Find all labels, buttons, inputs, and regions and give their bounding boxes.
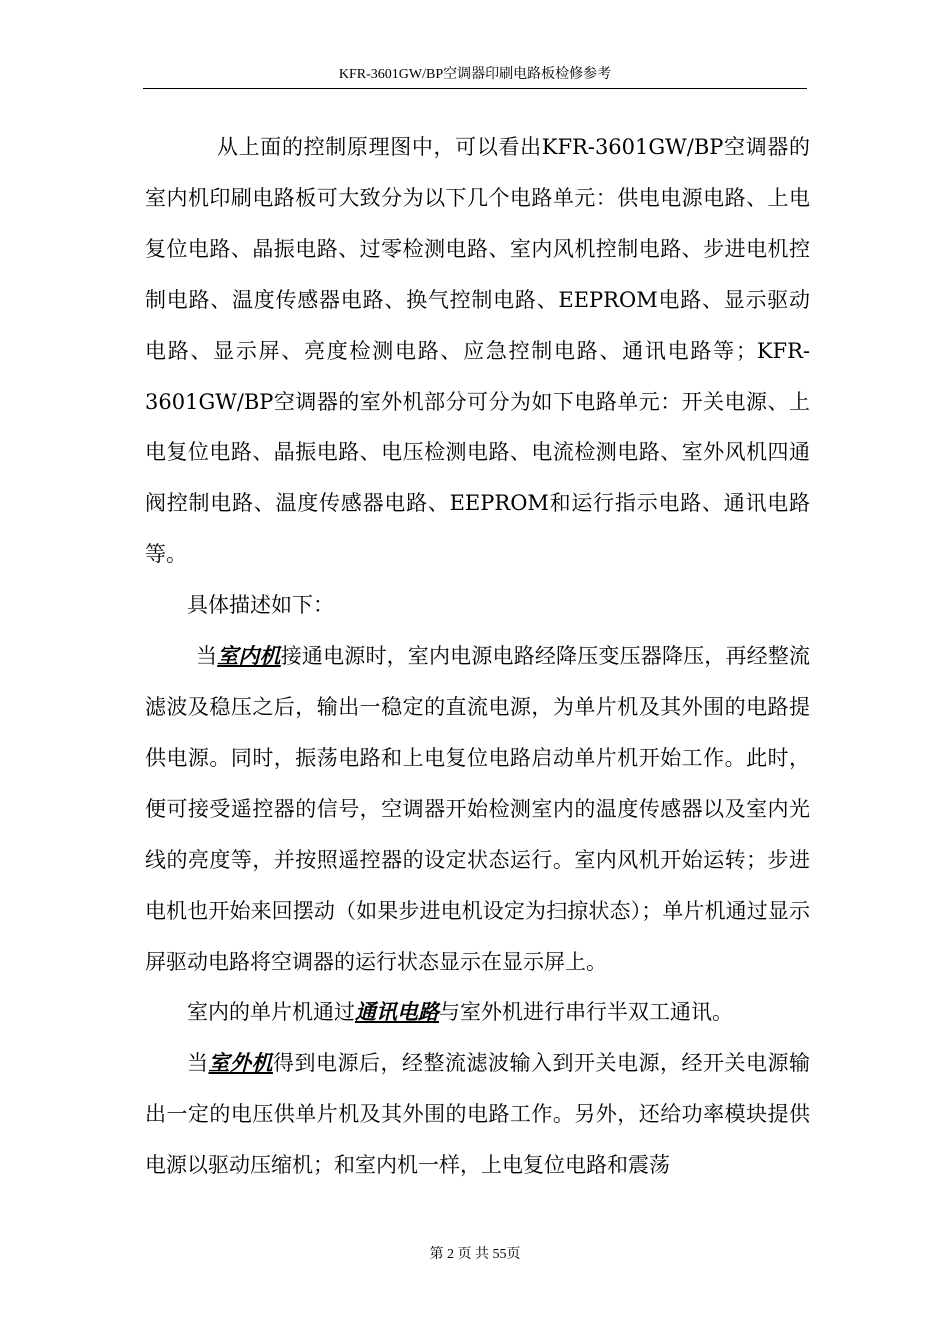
indoor-prefix: 当 [196, 644, 218, 669]
paragraph-indoor-unit [145, 631, 810, 987]
outdoor-text: 得到电源后，经整流滤波输入到开关电源，经开关电源输出一定的电压供单片机及其外围的电路工作。另外，还给功率模块提供电源以驱动压缩机；和室内机一样，上电复位电路和震荡 [145, 1051, 810, 1178]
keyword-communication-circuit: 通讯电路 [355, 999, 439, 1025]
outdoor-prefix: 当 [187, 1051, 209, 1076]
indoor-text: 接通电源时，室内电源电路经降压变压器降压，再经整流滤波及稳压之后，输出一稳定的直流电源，为单片机及其外围的电路提供电源。同时，振荡电路和上电复位电路启动单片机开始工作。此时，便可接受遥控器的信号，空调器开始检测室内的温度传感器以及室内光线的亮度等，并按照遥控器的设定状态运行。室内风机开始运转；步进电机也开始来回摆动（如果步进电机设定为扫掠状态）；单片机通过显示屏驱动电路将空调器的运行状态显示在显示屏上。 [145, 644, 811, 974]
comm-prefix: 室内的单片机通过 [187, 1000, 355, 1025]
paragraph-outdoor-unit [145, 1038, 810, 1191]
header-divider [143, 88, 807, 89]
comm-text: 与室外机进行串行半双工通讯。 [439, 1000, 733, 1025]
document-body [145, 122, 810, 1191]
page-number: 第 2 页 共 55页 [429, 1247, 521, 1262]
page-header: KFR-3601GW/BP空调器印刷电路板检修参考 [338, 67, 612, 82]
keyword-indoor-unit: 室内机 [217, 643, 281, 669]
keyword-outdoor-unit: 室外机 [208, 1050, 273, 1076]
paragraph-circuit-units: 从上面的控制原理图中，可以看出KFR-3601GW/BP空调器的室内机印刷电路板可大致分为以下几个电路单元：供电电源电路、上电复位电路、晶振电路、过零检测电路、室内风机控制电路、步进电机控制电路、温度传感器电路、换气控制电路、EEPROM电路、显示驱动电路、显示屏、亮度检测电路、应急控制电路、通讯电路等；KFR-3601GW/BP空调器的室外机部分可分为如下电路单元：开关电源、上电复位电路、晶振电路、电压检测电路、电流检测电路、室外风机四通阀控制电路、温度传感器电路、EEPROM和运行指示电路、通讯电路等。 [145, 135, 810, 567]
paragraph-communication [145, 987, 810, 1038]
paragraph-intro: 具体描述如下： [187, 593, 334, 618]
